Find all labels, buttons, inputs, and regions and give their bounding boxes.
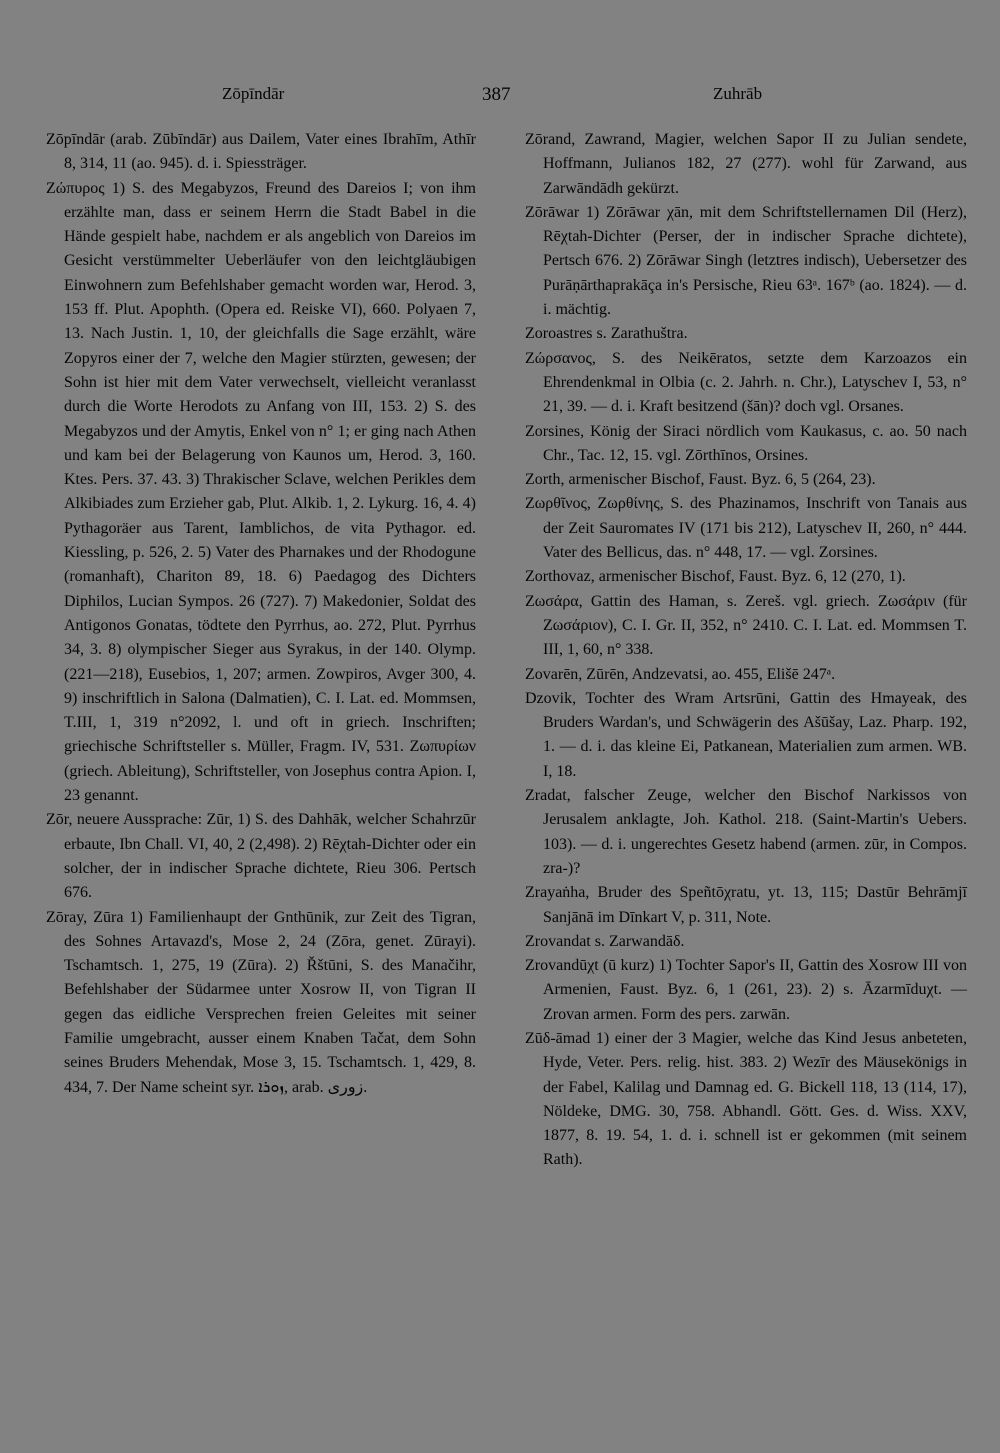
left-column bbox=[46, 128, 476, 1100]
entry-zorawar: Zōrāwar 1) Zōrāwar χān, mit dem Schriftstellernamen Dil (Herz), Rēχtah-Dichter (Perser, der in indischer Sprache dichtete), Pertsch 676. 2) Zōrāwar Singh (letztres indisch), Uebersetzer des Purāṇārthaprakāça in's Persische, Rieu 63ᵃ. 167ᵇ (ao. 1824). — d. i. mächtig. bbox=[525, 203, 967, 319]
header-left-catchword: Zōpīndār bbox=[222, 84, 285, 103]
entry-zorsines: Zorsines, König der Siraci nördlich vom Kaukasus, c. ao. 50 nach Chr., Tac. 12, 15. vgl. Zōrthīnos, Orsines. bbox=[525, 422, 967, 464]
entry-zoroastres: Zoroastres s. Zarathuštra. bbox=[525, 325, 688, 343]
entry-zosara: Ζωσάρα, Gattin des Haman, s. Zereš. vgl. griech. Ζωσάριν (für Ζωσάριον), C. I. Gr. II, 352, n° 2410. C. I. Lat. ed. Mommsen T. III, 1, 60, n° 338. bbox=[525, 592, 967, 659]
entry-zor: Zōr, neuere Aussprache: Zūr, 1) S. des Dahhāk, welcher Schahrzūr erbaute, Ibn Chall. VI, 40, 2 (2,498). 2) Rēχtah-Dichter oder ein solcher, der in indischer Sprache dichtete, Rieu 306. Pertsch 676. bbox=[46, 811, 476, 902]
entry-zoray: Zōray, Zūra 1) Familienhaupt der Gnthūnik, zur Zeit des Tigran, des Sohnes Artavazd's, Mose 2, 24 (Zōra, genet. Zūrayi). Tschamtsch. 1, 275, 19 (Zūra). 2) Řštūni, S. des Manačihr, Befehlshaber der Südarmee unter Xosrow II, von Tigran II gegen das eidliche Versprechen freien Geleites mit seiner Familie umgebracht, ausser einem Knaben Tačat, dem Sohn seines Bruders Mehendak, Mose 3, 15. Tschamtsch. 1, 429, 8. 434, 7. Der Name scheint syr. ܙܘܪܐ, arab. زورى. bbox=[46, 908, 476, 1096]
entry-zradat: Zradat, falscher Zeuge, welcher den Bischof Narkissos von Jerusalem anklagte, Joh. Kathol. 218. (Saint-Martin's Uebers. 103). — d. i. ungerechtes Gesetz habend (armen. zūr, in Compos. zra-)? bbox=[525, 787, 967, 877]
entry-zorth: Zorth, armenischer Bischof, Faust. Byz. 6, 5 (264, 23). bbox=[525, 471, 876, 489]
entry-zovaren: Zovarēn, Zūrēn, Andzevatsi, ao. 455, Elišē 247ᵃ. bbox=[525, 665, 836, 683]
entry-zopindar: Zōpīndār (arab. Zūbīndār) aus Dailem, Vater eines Ibrahīm, Athīr 8, 314, 11 (ao. 945). d. i. Spiessträger. bbox=[46, 131, 476, 173]
page-number: 387 bbox=[482, 84, 511, 105]
header-right-catchword: Zuhrāb bbox=[713, 84, 763, 103]
entry-dzovik: Dzovik, Tochter des Wram Artsrūni, Gattin des Hmayeak, des Bruders Wardan's, und Schwägerin des Ašūšay, Laz. Pharp. 192, 1. — d. i. das kleine Ei, Patkanean, Materialien zum armen. WB. I, 18. bbox=[525, 689, 967, 780]
entry-zud-amad: Zūδ-āmad 1) einer der 3 Magier, welche das Kind Jesus anbeteten, Hyde, Veter. Pers. relig. hist. 383. 2) Wezīr des Mäusekönigs in der Fabel, Kalilag und Damnag ed. G. Bickell 118, 13 (114, 17), Nöldeke, DMG. 30, 758. Abhandl. Gött. Ges. d. Wiss. XXV, 1877, 8. 19. 54, 1. d. i. schnell ist er gekommen (mit seinem Rath). bbox=[525, 1029, 967, 1169]
running-head bbox=[0, 84, 1000, 108]
entry-zorthovaz: Zorthovaz, armenischer Bischof, Faust. Byz. 6, 12 (270, 1). bbox=[525, 568, 906, 586]
entry-zorand: Zōrand, Zawrand, Magier, welchen Sapor II zu Julian sendete, Hoffmann, Julianos 182, 27 (277). wohl für Zarwand, aus Zarwāndādh gekürzt. bbox=[525, 131, 967, 197]
entry-zrovandat: Zrovandat s. Zarwandāδ. bbox=[525, 932, 685, 950]
entry-zrovanduxt: Zrovandūχt (ū kurz) 1) Tochter Sapor's II, Gattin des Xosrow III von Armenien, Faust. Byz. 6, 1 (261, 23). 2) s. Āzarmīduχt. — Zrovan armen. Form des pers. zarwān. bbox=[525, 957, 967, 1023]
right-column bbox=[525, 128, 967, 1173]
entry-zorthinos: Ζωρθῖνος, Ζωρθίνης, S. des Phazinamos, Inschrift von Tanais aus der Zeit Sauromates IV (171 bis 212), Latyschev II, 260, n° 444. Vater des Bellicus, das. n° 448, 17. — vgl. Zorsines. bbox=[525, 495, 967, 562]
entry-zopyros: Ζώπυρος 1) S. des Megabyzos, Freund des Dareios I; von ihm erzählte man, dass er seinem Herrn die Stadt Babel in die Hände gespielt habe, nachdem er als angeblich von Dareios im Gesicht verstümmelter Ueberläufer von den leichtgläubigen Einwohnern zum Befehlshaber gemacht worden war, Herod. 3, 153 ff. Plut. Apophth. (Opera ed. Reiske VI), 660. Polyaen 7, 13. Nach Justin. 1, 10, der gleichfalls die Sage erzählt, wäre Zopyros einer der 7, welche den Magier stürzten, gewesen; der Sohn ist hier mit dem Vater verwechselt, vielleicht veranlasst durch die Worte Herodots zu Anfang von III, 153. 2) S. des Megabyzos und der Amytis, Enkel von n° 1; er ging nach Athen und kam bei der Belagerung von Kaunos um, Herod. 3, 160. Ktes. Pers. 37. 43. 3) Thrakischer Sclave, welchen Perikles dem Alkibiades zum Erzieher gab, Plut. Alkib. 1, 2. Lykurg. 16, 4. 4) Pythagoräer aus Tarent, Iamblichos, de vita Pythagor. ed. Kiessling, p. 526, 2. 5) Vater des Pharnakes und der Rhodogune (romanhaft), Chariton 89, 18. 6) Paedagog des Dichters Diphilos, Lucian Sympos. 26 (727). 7) Makedonier, Soldat des Antigonos Gonatas, tödtete den Pyrrhus, ao. 272, Plut. Pyrrhus 34, 3. 8) olympischer Sieger aus Syrakus, in der 140. Olymp. (221—218), Eusebios, 1, 207; armen. Zowpiros, Avger 300, 4. 9) inschriftlich in Salona (Dalmatien), C. I. Lat. ed. Mommsen, T.III, 1, 319 n°2092, l. und oft in griech. Inschriften; griechische Schriftsteller s. Müller, Fragm. IV, 531. Ζωπυρίων (griech. Ableitung), Schriftsteller, von Josephus contra Apion. I, 23 genannt. bbox=[46, 179, 476, 805]
entry-zorsanos: Ζώρσανος, S. des Neikēratos, setzte dem Karzoazos ein Ehrendenkmal in Olbia (c. 2. Jahrh. n. Chr.), Latyschev I, 53, n° 21, 39. — d. i. Kraft besitzend (šān)? doch vgl. Orsanes. bbox=[525, 349, 967, 416]
entry-zrayanha: Zrayaṅha, Bruder des Speñtōχratu, yt. 13, 115; Dastūr Behrāmjī Sanjānā im Dīnkart V, p. 311, Note. bbox=[525, 884, 967, 926]
